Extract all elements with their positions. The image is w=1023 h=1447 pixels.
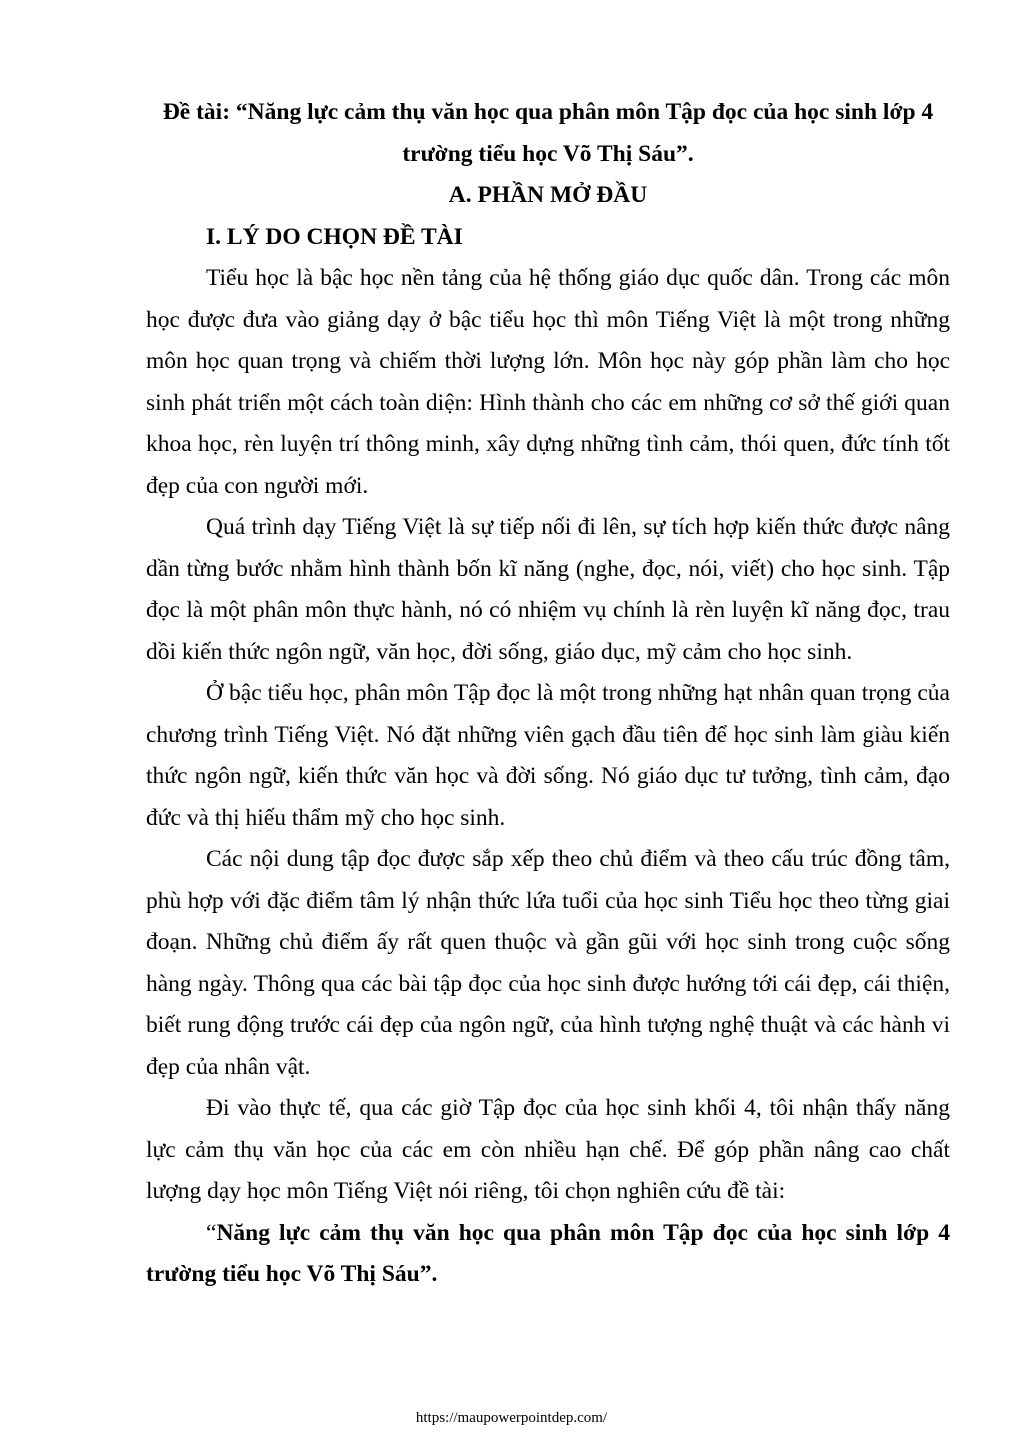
paragraph-2: Quá trình dạy Tiếng Việt là sự tiếp nối đi lên, sự tích hợp kiến thức được nâng dần từng bước nhằm hình thành bốn kĩ năng (nghe, đọc, nói, viết) cho học sinh. Tập đọc là một phân môn thực hành, nó có nhiệm vụ chính là rèn luyện kĩ năng đọc, trau dồi kiến thức ngôn ngữ, văn học, đời sống, giáo dục, mỹ cảm cho học sinh. <box>146 514 950 665</box>
paragraph-5: Đi vào thực tế, qua các giờ Tập đọc của học sinh khối 4, tôi nhận thấy năng lực cảm thụ văn học của các em còn nhiều hạn chế. Để góp phần nâng cao chất lượng dạy học môn Tiếng Việt nói riêng, tôi chọn nghiên cứu đề tài: <box>146 1095 950 1204</box>
title-prefix: Đề tài: <box>162 99 236 125</box>
footer-url: https://maupowerpointdep.com/ <box>415 1410 608 1426</box>
closing-open-quote: “ <box>206 1219 217 1246</box>
paragraph-4: Các nội dung tập đọc được sắp xếp theo chủ điểm và theo cấu trúc đồng tâm, phù hợp với đặc điểm tâm lý nhận thức lứa tuổi của học sinh Tiểu học theo từng giai đoạn. Những chủ điểm ấy rất quen thuộc và gần gũi với học sinh trong cuộc sống hàng ngày. Thông qua các bài tập đọc của học sinh được hướng tới cái đẹp, cái thiện, biết rung động trước cái đẹp của ngôn ngữ, của hình tượng nghệ thuật và các hành vi đẹp của nhân vật. <box>146 846 950 1080</box>
document-title <box>146 92 950 175</box>
section-heading: I. LÝ DO CHỌN ĐỀ TÀI <box>206 223 463 250</box>
closing-topic <box>146 1213 950 1296</box>
closing-topic-text: Năng lực cảm thụ văn học qua phân môn Tập đọc của học sinh lớp 4 trường tiểu học Võ Thị Sáu”. <box>146 1219 950 1287</box>
part-heading: A. PHẦN MỞ ĐẦU <box>448 182 648 208</box>
title-text: “Năng lực cảm thụ văn học qua phân môn Tập đọc của học sinh lớp 4 trường tiểu học Võ Thị Sáu”. <box>235 99 934 167</box>
paragraph-3: Ở bậc tiểu học, phân môn Tập đọc là một trong những hạt nhân quan trọng của chương trình Tiếng Việt. Nó đặt những viên gạch đầu tiên để học sinh làm giàu kiến thức ngôn ngữ, kiến thức văn học và đời sống. Nó giáo dục tư tưởng, tình cảm, đạo đức và thị hiếu thẩm mỹ cho học sinh. <box>146 680 950 831</box>
paragraph-1: Tiểu học là bậc học nền tảng của hệ thống giáo dục quốc dân. Trong các môn học được đưa vào giảng dạy ở bậc tiểu học thì môn Tiếng Việt là một trong những môn học quan trọng và chiếm thời lượng lớn. Môn học này góp phần làm cho học sinh phát triển một cách toàn diện: Hình thành cho các em những cơ sở thế giới quan khoa học, rèn luyện trí thông minh, xây dựng những tình cảm, thói quen, đức tính tốt đẹp của con người mới. <box>146 265 950 499</box>
document-body <box>146 92 950 1296</box>
